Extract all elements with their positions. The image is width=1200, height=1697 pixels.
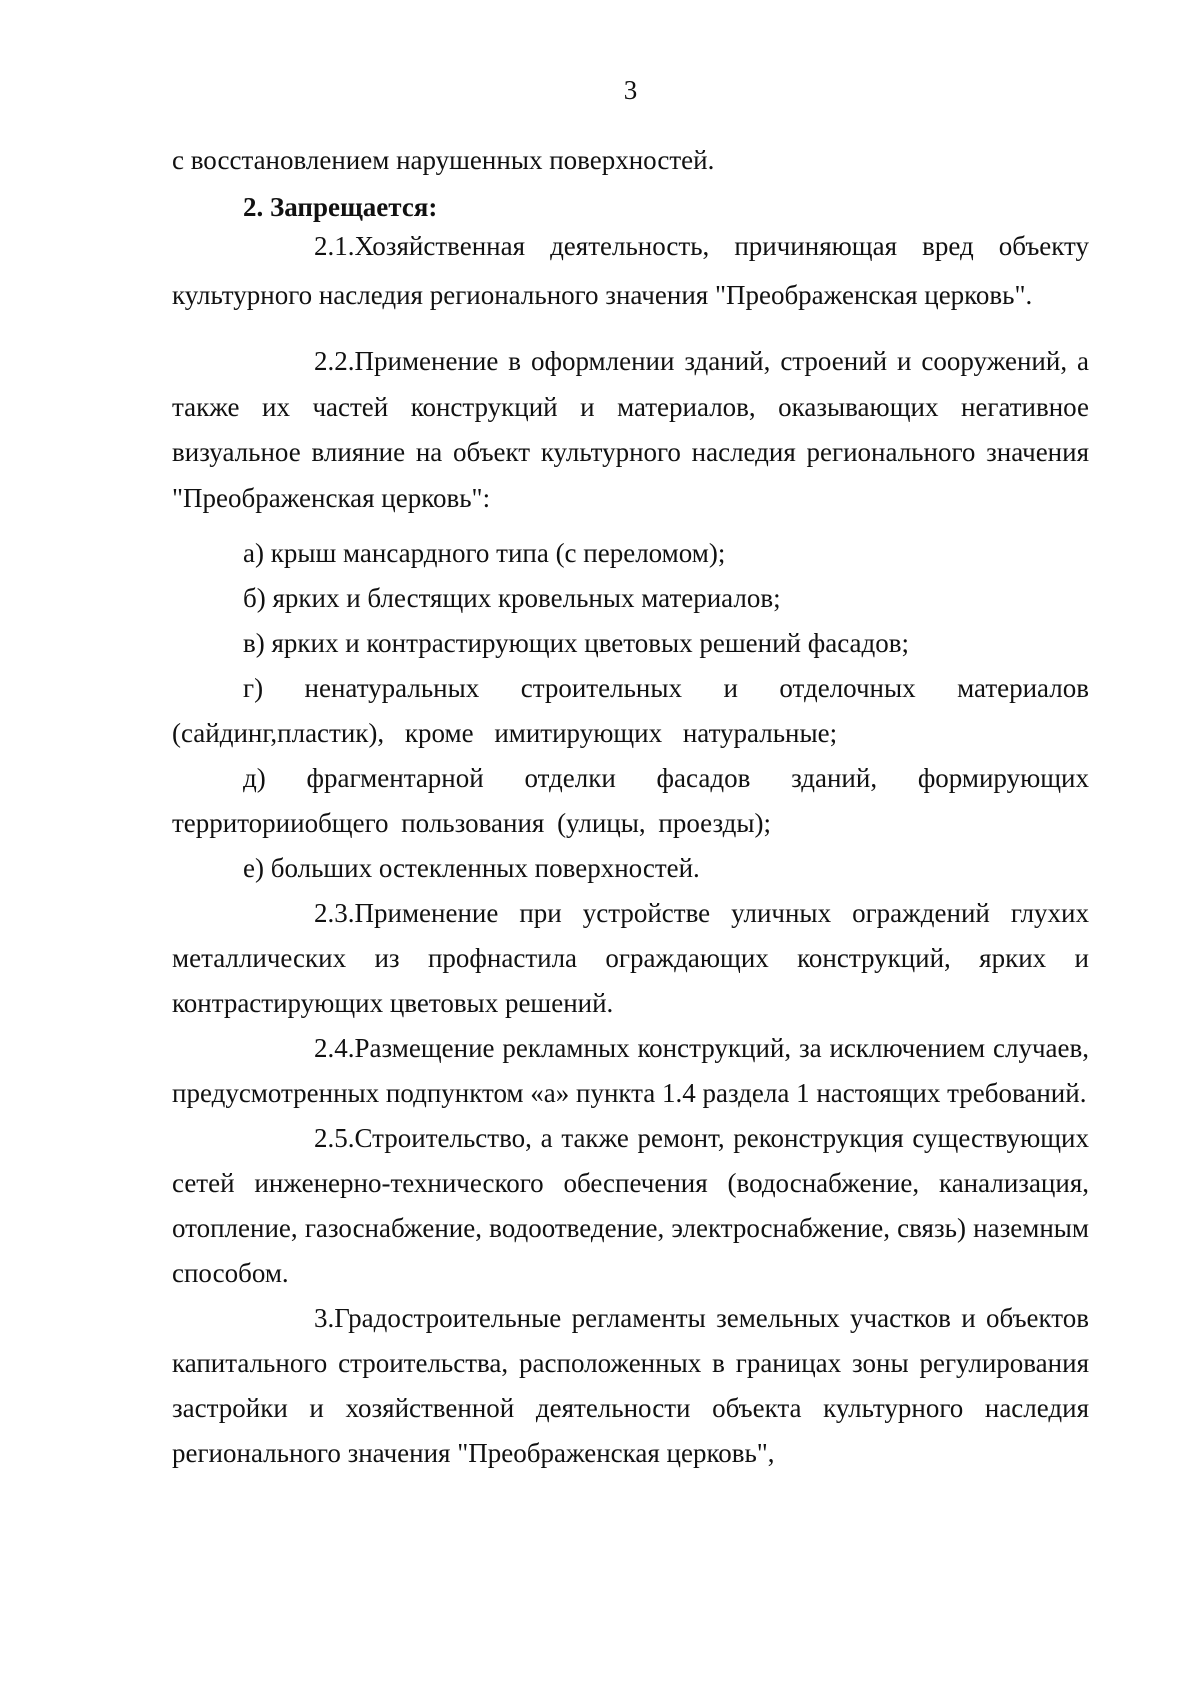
paragraph-text: Градостроительные регламенты земельных участков и объектов капитального строительства, расположенных в границах зоны регулирования застройки и хозяйственной деятельности объекта культурного наследия регионального значения "Преображенская церковь", xyxy=(172,1303,1089,1468)
paragraph-text: Размещение рекламных конструкций, за исключением случаев, предусмотренных подпунктом «а» пункта 1.4 раздела 1 настоящих требований. xyxy=(172,1033,1089,1108)
paragraph-number: 3. xyxy=(314,1303,335,1333)
list-item-d: д) фрагментарной отделки фасадов зданий, формирующих территорииобщего пользования (улицы, проезды); xyxy=(172,763,1089,838)
paragraph-number: 2.1. xyxy=(314,231,355,261)
paragraph-number: 2.4. xyxy=(314,1033,355,1063)
paragraph-number: 2.3. xyxy=(314,898,355,928)
list-item-b: б) ярких и блестящих кровельных материалов; xyxy=(243,583,781,613)
paragraph-continuation: с восстановлением нарушенных поверхностей. xyxy=(172,145,715,175)
list-item-a: а) крыш мансардного типа (с переломом); xyxy=(243,538,726,568)
paragraph-2-3 xyxy=(172,891,1089,1026)
paragraph-2-2 xyxy=(172,339,1089,521)
paragraph-text: Строительство, а также ремонт, реконструкция существующих сетей инженерно-технического обеспечения (водоснабжение, канализация, отопление, газоснабжение, водоотведение, электроснабжение, связь) наземным способом. xyxy=(172,1123,1089,1288)
paragraph-text: Применение в оформлении зданий, строений и сооружений, а также их частей конструкций и материалов, оказывающих негативное визуальное влияние на объект культурного наследия регионального значения "Преображенская церковь": xyxy=(172,346,1089,513)
list-item-g: г) ненатуральных строительных и отделочных материалов (сайдинг,пластик), кроме имитирующих натуральные; xyxy=(172,673,1089,748)
paragraph-text: Хозяйственная деятельность, причиняющая вред объекту культурного наследия регионального значения "Преображенская церковь". xyxy=(172,231,1089,310)
paragraph-number: 2.2. xyxy=(314,346,355,376)
list-item-v: в) ярких и контрастирующих цветовых решений фасадов; xyxy=(243,628,909,658)
paragraph-2-1 xyxy=(172,222,1089,320)
paragraph-2-4 xyxy=(172,1026,1089,1116)
paragraph-number: 2.5. xyxy=(314,1123,355,1153)
paragraph-3 xyxy=(172,1296,1089,1476)
document-body xyxy=(172,136,1089,1476)
page-number: 3 xyxy=(623,75,638,105)
section-heading: 2. Запрещается: xyxy=(243,192,438,222)
paragraph-2-5 xyxy=(172,1116,1089,1296)
list-item-e: е) больших остекленных поверхностей. xyxy=(243,853,700,883)
paragraph-text: Применение при устройстве уличных ограждений глухих металлических из профнастила ограждающих конструкций, ярких и контрастирующих цветовых решений. xyxy=(172,898,1089,1018)
